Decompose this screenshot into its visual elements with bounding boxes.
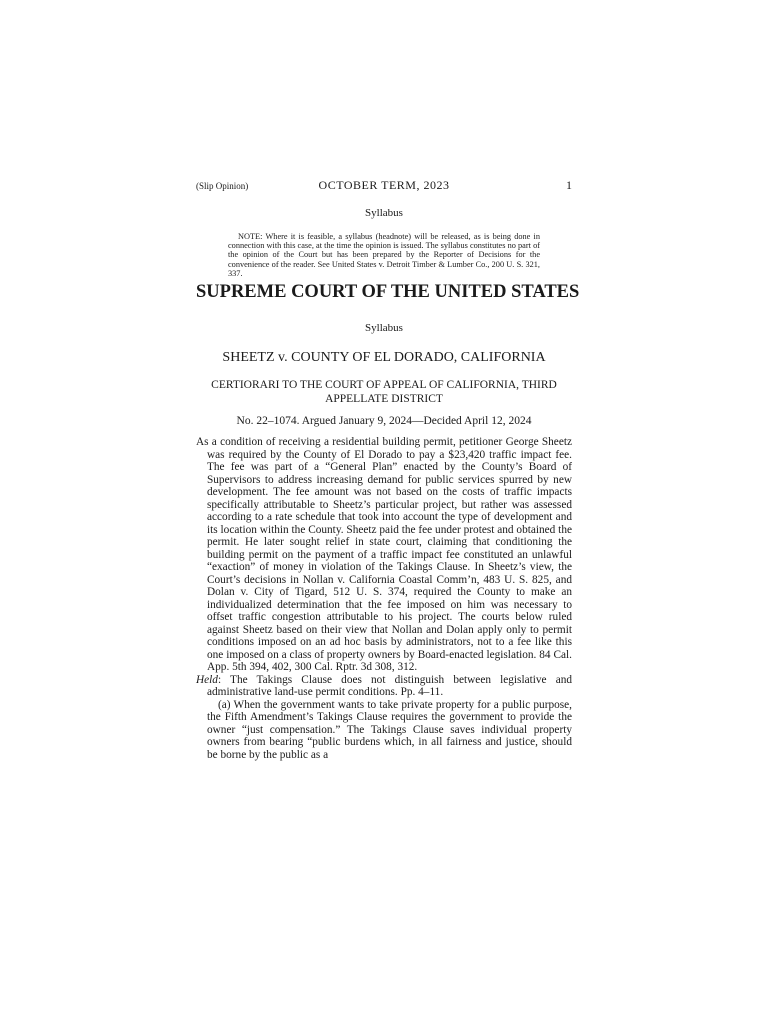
held-label: Held	[196, 673, 218, 686]
syllabus-body	[196, 436, 572, 761]
running-head	[196, 178, 572, 192]
court-title: SUPREME COURT OF THE UNITED STATES	[196, 282, 580, 302]
held-text: : The Takings Clause does not distinguish between legislative and administrative land-use permit conditions. Pp. 4–11.	[207, 673, 572, 698]
term-heading: OCTOBER TERM, 2023	[318, 178, 450, 192]
syllabus-heading-top: Syllabus	[365, 207, 403, 219]
certiorari-text: CERTIORARI TO THE COURT OF APPEAL OF CALIFORNIA, THIRD APPELLATE DISTRICT	[211, 379, 557, 405]
slip-opinion-label: (Slip Opinion)	[196, 181, 249, 191]
facts-paragraph: As a condition of receiving a residential building permit, petitioner George Sheetz was required by the County of El Dorado to pay a $23,420 traffic impact fee. The fee was part of a “General Plan” enacted by the County’s Board of Supervisors to address increasing demand for public services spurred by new development. The fee amount was not based on the costs of traffic impacts specifically attributable to Sheetz’s particular project, but rather was assessed according to a rate schedule that took into account the type of development and its location within the County. Sheetz paid the fee under protest and obtained the permit. He later sought relief in state court, claiming that conditioning the building permit on the payment of a traffic impact fee constituted an unlawful “exaction” of money in violation of the Takings Clause. In Sheetz’s view, the Court’s decisions in Nollan v. California Coastal Comm’n, 483 U. S. 825, and Dolan v. City of Tigard, 512 U. S. 374, required the County to make an individualized determination that the fee imposed on him was necessary to offset traffic congestion attributable to his project. The courts below ruled against Sheetz based on their view that Nollan and Dolan apply only to permit conditions imposed on an ad hoc basis by administrators, not to a fee like this one imposed on a class of property owners by Board-enacted legislation. 84 Cal. App. 5th 394, 402, 300 Cal. Rptr. 3d 308, 312.	[196, 436, 572, 673]
page-number: 1	[566, 178, 572, 192]
certiorari-line	[196, 378, 572, 406]
docket-line: No. 22–1074. Argued January 9, 2024—Decided April 12, 2024	[236, 415, 532, 427]
held-paragraph	[196, 674, 572, 699]
syllabus-heading: Syllabus	[365, 322, 403, 334]
case-caption: SHEETZ v. COUNTY OF EL DORADO, CALIFORNIA	[222, 350, 546, 365]
reporter-note: NOTE: Where it is feasible, a syllabus (headnote) will be released, as is being done in connection with this case, at the time the opinion is issued. The syllabus constitutes no part of the opinion of the Court but has been prepared by the Reporter of Decisions for the convenience of the reader. See United States v. Detroit Timber & Lumber Co., 200 U. S. 321, 337.	[228, 232, 540, 278]
paragraph-a: (a) When the government wants to take private property for a public purpose, the Fifth Amendment’s Takings Clause requires the government to provide the owner “just compensation.” The Takings Clause saves individual property owners from bearing “public burdens which, in all fairness and justice, should be borne by the public as a	[207, 698, 572, 761]
